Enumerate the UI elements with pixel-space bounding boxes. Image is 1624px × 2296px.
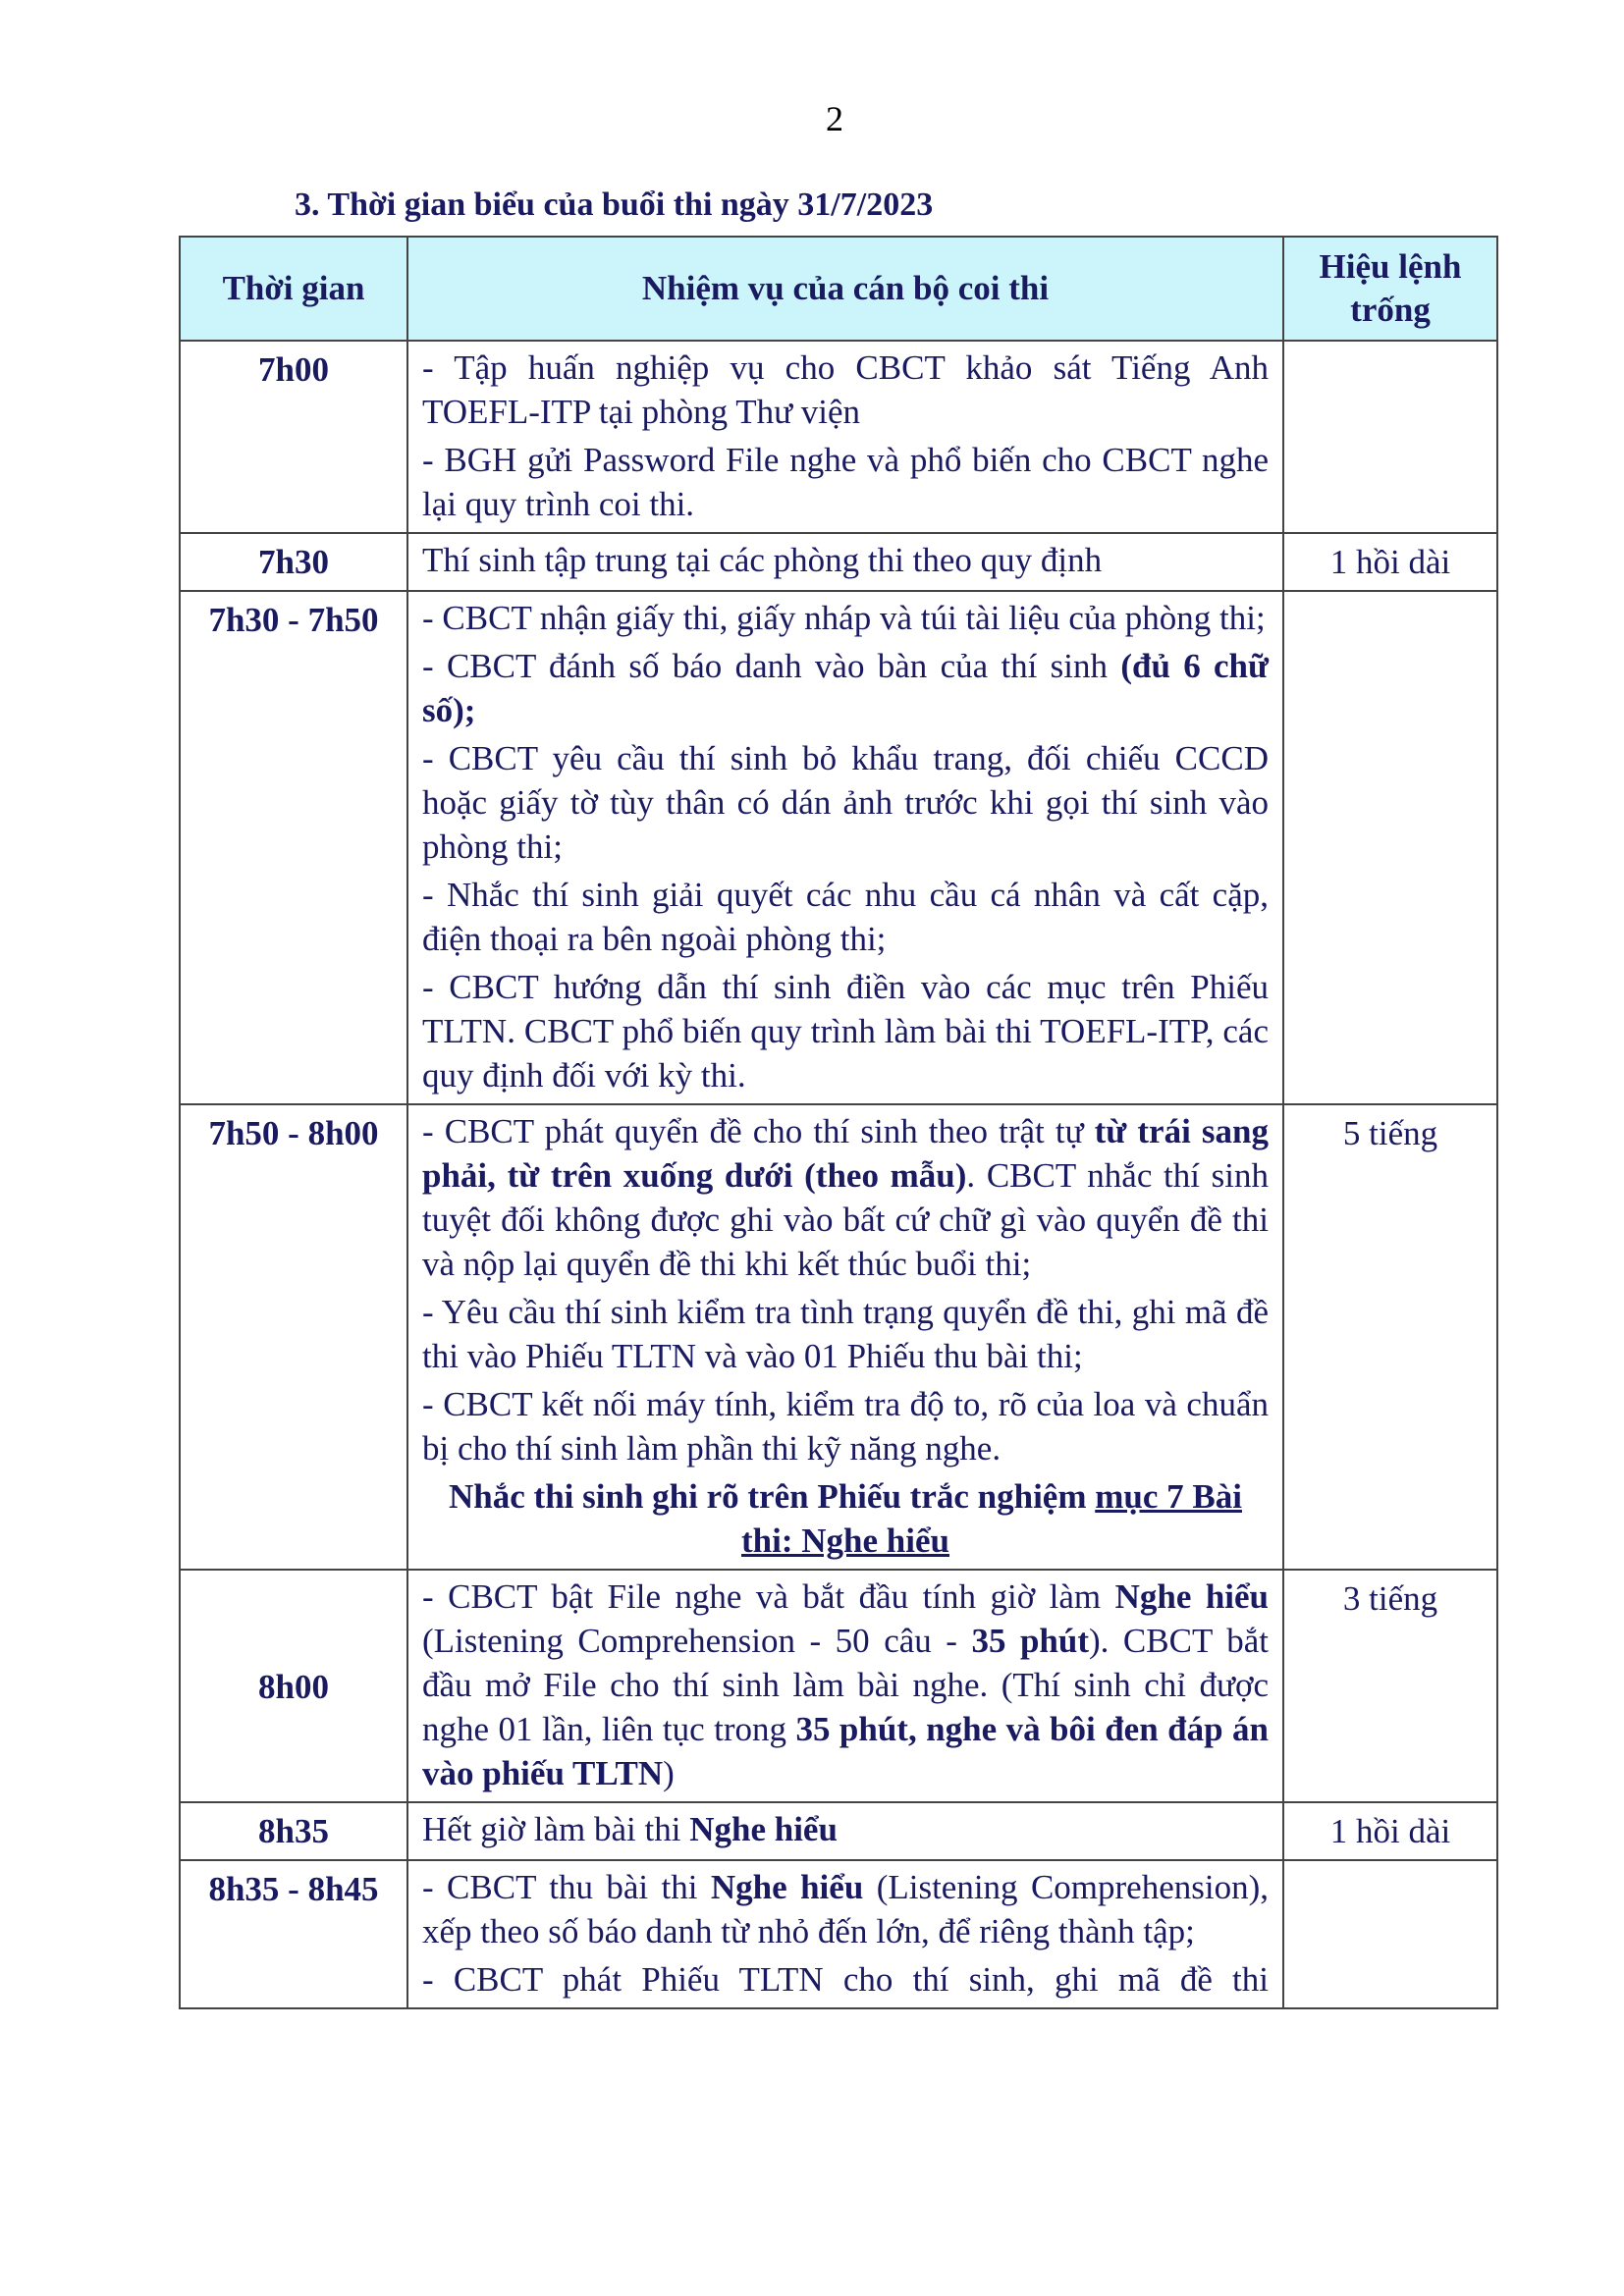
- row-task: [407, 533, 1283, 591]
- task-text: - CBCT đánh số báo danh vào bàn của thí sinh: [422, 647, 1121, 685]
- header-task: Nhiệm vụ của cán bộ coi thi: [407, 237, 1283, 341]
- row-time: 7h50 - 8h00: [180, 1104, 407, 1570]
- header-time: Thời gian: [180, 237, 407, 341]
- note-text-underlined: mục 7 Bài thi: Nghe hiểu: [741, 1477, 1242, 1560]
- task-text-bold: Nghe hiểu: [710, 1868, 864, 1906]
- task-text-bold: từ trái sang phải, từ trên xuống dưới (theo mẫu): [422, 1112, 1269, 1195]
- task-paragraph: - CBCT kết nối máy tính, kiểm tra độ to, rõ của loa và chuẩn bị cho thí sinh làm phần thi kỹ năng nghe.: [422, 1385, 1269, 1468]
- table-row: [180, 1802, 1497, 1860]
- task-text: - CBCT bật File nghe và bắt đầu tính giờ làm: [422, 1577, 1115, 1616]
- row-time: 8h00: [180, 1570, 407, 1802]
- task-paragraph: - CBCT nhận giấy thi, giấy nháp và túi tài liệu của phòng thi;: [422, 599, 1266, 637]
- table-header-row: [180, 237, 1497, 341]
- task-text: (Listening Comprehension - 50 câu -: [422, 1622, 972, 1660]
- row-task: [407, 1570, 1283, 1802]
- task-text: - CBCT phát quyển đề cho thí sinh theo trật tự: [422, 1112, 1095, 1150]
- task-paragraph: [422, 1109, 1269, 1286]
- task-paragraph: - Tập huấn nghiệp vụ cho CBCT khảo sát Tiếng Anh TOEFL-ITP tại phòng Thư viện: [422, 348, 1269, 431]
- table-row: [180, 1860, 1497, 2008]
- row-task: [407, 591, 1283, 1104]
- table-row: [180, 591, 1497, 1104]
- task-paragraph: [422, 644, 1269, 732]
- note-text: Nhắc thi sinh ghi rõ trên Phiếu trắc nghiệm: [449, 1477, 1096, 1516]
- row-signal: 5 tiếng: [1283, 1104, 1497, 1570]
- table-row: [180, 533, 1497, 591]
- task-text: Hết giờ làm bài thi: [422, 1810, 690, 1848]
- row-signal: 1 hồi dài: [1283, 1802, 1497, 1860]
- task-text-bold: 35 phút, nghe và bôi đen đáp án vào phiếu TLTN: [422, 1710, 1269, 1792]
- task-text: ): [663, 1754, 675, 1792]
- row-signal: [1283, 591, 1497, 1104]
- answer-sheet-note: [422, 1474, 1269, 1563]
- task-paragraph: Thí sinh tập trung tại các phòng thi theo quy định: [422, 541, 1103, 579]
- task-text-bold: Nghe hiểu: [689, 1810, 838, 1848]
- task-paragraph: - Yêu cầu thí sinh kiểm tra tình trạng quyển đề thi, ghi mã đề thi vào Phiếu TLTN và vào 01 Phiếu thu bài thi;: [422, 1293, 1269, 1375]
- header-signal: Hiệu lệnh trống: [1283, 237, 1497, 341]
- row-time: 8h35: [180, 1802, 407, 1860]
- task-text: ). CBCT bắt đầu mở File cho thí sinh làm bài nghe. (Thí sinh chỉ được nghe 01 lần, liên tục trong: [422, 1622, 1269, 1748]
- row-signal: [1283, 341, 1497, 533]
- task-text: - CBCT thu bài thi: [422, 1868, 711, 1906]
- task-paragraph: - BGH gửi Password File nghe và phổ biến cho CBCT nghe lại quy trình coi thi.: [422, 441, 1269, 523]
- section-title: 3. Thời gian biểu của buổi thi ngày 31/7/2023: [295, 187, 934, 223]
- task-text: . CBCT nhắc thí sinh tuyệt đối không được ghi vào bất cứ chữ gì vào quyển đề thi và nộp lại quyển đề thi khi kết thúc buổi thi;: [422, 1156, 1269, 1283]
- table-row: [180, 1570, 1497, 1802]
- schedule-table: [179, 236, 1498, 2009]
- task-text-bold: 35 phút: [971, 1622, 1090, 1660]
- task-paragraph: [422, 1807, 1269, 1851]
- row-time: 8h35 - 8h45: [180, 1860, 407, 2008]
- task-paragraph: [422, 1575, 1269, 1795]
- task-paragraph: - CBCT phát Phiếu TLTN cho thí sinh, ghi mã đề thi: [422, 1960, 1269, 1999]
- table-row: [180, 1104, 1497, 1570]
- page-number: 2: [826, 99, 843, 138]
- task-paragraph: - CBCT hướng dẫn thí sinh điền vào các mục trên Phiếu TLTN. CBCT phổ biến quy trình làm bài thi TOEFL-ITP, các quy định đối với kỳ thi.: [422, 968, 1269, 1095]
- task-text-bold: Nghe hiểu: [1114, 1577, 1270, 1616]
- row-task: [407, 1860, 1283, 2008]
- row-task: [407, 1802, 1283, 1860]
- row-time: 7h30 - 7h50: [180, 591, 407, 1104]
- row-signal: 1 hồi dài: [1283, 533, 1497, 591]
- task-text-bold: (đủ 6 chữ số);: [422, 647, 1270, 729]
- task-paragraph: - Nhắc thí sinh giải quyết các nhu cầu cá nhân và cất cặp, điện thoại ra bên ngoài phòng thi;: [422, 876, 1269, 958]
- row-task: [407, 1104, 1283, 1570]
- row-time: 7h30: [180, 533, 407, 591]
- task-text: (Listening Comprehension), xếp theo số báo danh từ nhỏ đến lớn, để riêng thành tập;: [422, 1868, 1269, 1950]
- table-row: [180, 341, 1497, 533]
- row-time: 7h00: [180, 341, 407, 533]
- task-paragraph: [422, 1865, 1269, 1953]
- task-paragraph: - CBCT yêu cầu thí sinh bỏ khẩu trang, đối chiếu CCCD hoặc giấy tờ tùy thân có dán ảnh trước khi gọi thí sinh vào phòng thi;: [422, 739, 1269, 866]
- row-signal: 3 tiếng: [1283, 1570, 1497, 1802]
- row-task: [407, 341, 1283, 533]
- row-signal: [1283, 1860, 1497, 2008]
